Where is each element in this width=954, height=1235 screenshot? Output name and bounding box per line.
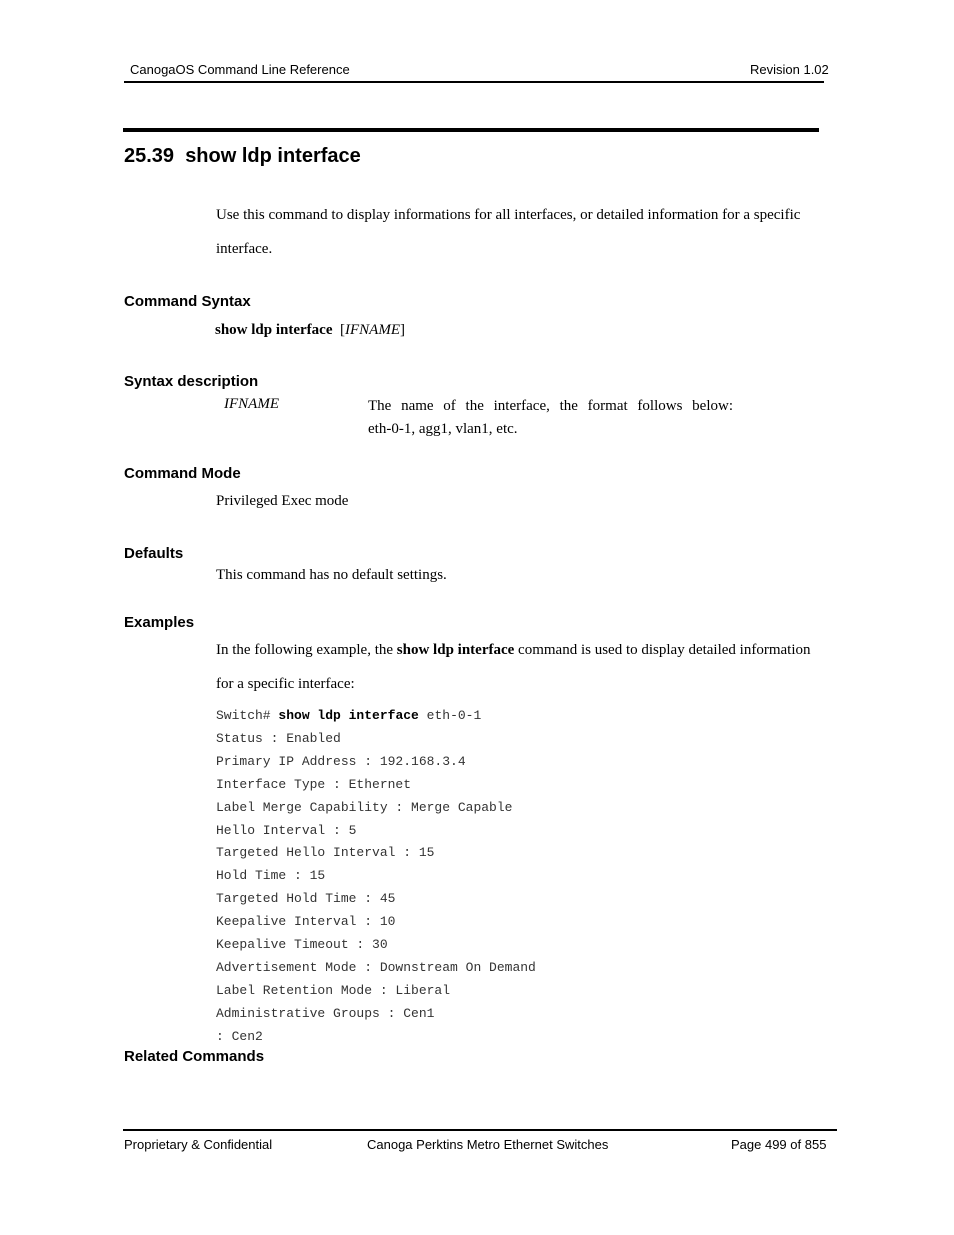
examples-line-1-post: command is used to display detailed information (514, 642, 811, 658)
syntax-description-line-2: eth-0-1, agg1, vlan1, etc. (368, 421, 518, 437)
code-command-arg: eth-0-1 (418, 708, 482, 723)
command-syntax-line (215, 322, 405, 339)
command-mode-text: Privileged Exec mode (216, 493, 349, 509)
footer-rule (123, 1129, 837, 1131)
code-output-line: Keepalive Interval : 10 (216, 914, 396, 930)
related-commands-heading: Related Commands (124, 1048, 265, 1065)
section-title (124, 145, 361, 168)
code-output-line: Advertisement Mode : Downstream On Demand (216, 959, 536, 975)
examples-line-1-bold: show ldp interface (396, 642, 515, 658)
syntax-param: IFNAME (345, 322, 400, 338)
code-output-line: Label Merge Capability : Merge Capable (216, 799, 513, 815)
syntax-description-param (224, 396, 279, 413)
footer-center: Canoga Perktins Metro Ethernet Switches (367, 1137, 609, 1152)
section-name: show ldp interface (185, 145, 361, 167)
code-output-line: : Cen2 (216, 1028, 263, 1044)
syntax-command: show ldp interface (215, 322, 333, 338)
code-output (216, 728, 536, 1049)
syntax-open-bracket: [ (340, 322, 345, 338)
footer-page-number: Page 499 of 855 (731, 1137, 827, 1152)
examples-heading: Examples (124, 614, 195, 631)
code-output-line: Hello Interval : 5 (216, 822, 357, 838)
examples-line-1 (216, 642, 811, 659)
intro-line-2: interface. (216, 241, 273, 257)
intro-line-1: Use this command to display informations for all interfaces, or detailed information for a specific (216, 207, 801, 223)
code-command-line (216, 705, 536, 728)
footer-left: Proprietary & Confidential (124, 1137, 273, 1152)
code-output-line: Label Retention Mode : Liberal (216, 982, 451, 998)
examples-line-2: for a specific interface: (216, 676, 355, 692)
command-syntax-heading: Command Syntax (124, 293, 251, 310)
code-output-line: Targeted Hold Time : 45 (216, 891, 396, 907)
examples-line-1-pre: In the following example, the (216, 642, 397, 658)
code-output-line: Administrative Groups : Cen1 (216, 1005, 435, 1021)
syntax-description-heading: Syntax description (124, 373, 259, 390)
command-mode-heading: Command Mode (124, 465, 241, 482)
code-output-line: Keepalive Timeout : 30 (216, 937, 388, 953)
syntax-description-param-text: IFNAME (224, 396, 279, 412)
code-output-line: Interface Type : Ethernet (216, 776, 412, 792)
header-title: CanogaOS Command Line Reference (130, 62, 350, 77)
section-number: 25.39 (124, 145, 175, 167)
syntax-description-line-1: The name of the interface, the format follows below: (368, 398, 733, 414)
code-output-line: Primary IP Address : 192.168.3.4 (216, 753, 466, 769)
header-revision: Revision 1.02 (750, 62, 829, 77)
code-output-line: Targeted Hello Interval : 15 (216, 845, 435, 861)
syntax-description-text (368, 395, 733, 441)
defaults-heading: Defaults (124, 545, 184, 562)
defaults-text: This command has no default settings. (216, 567, 447, 583)
code-output-line: Hold Time : 15 (216, 868, 326, 884)
header-rule (124, 81, 824, 83)
code-output-line: Status : Enabled (216, 730, 341, 746)
syntax-close-bracket: ] (399, 322, 405, 338)
section-rule (123, 128, 819, 132)
code-command: show ldp interface (278, 708, 419, 723)
code-block (216, 705, 536, 1049)
code-prompt: Switch# (216, 708, 279, 723)
